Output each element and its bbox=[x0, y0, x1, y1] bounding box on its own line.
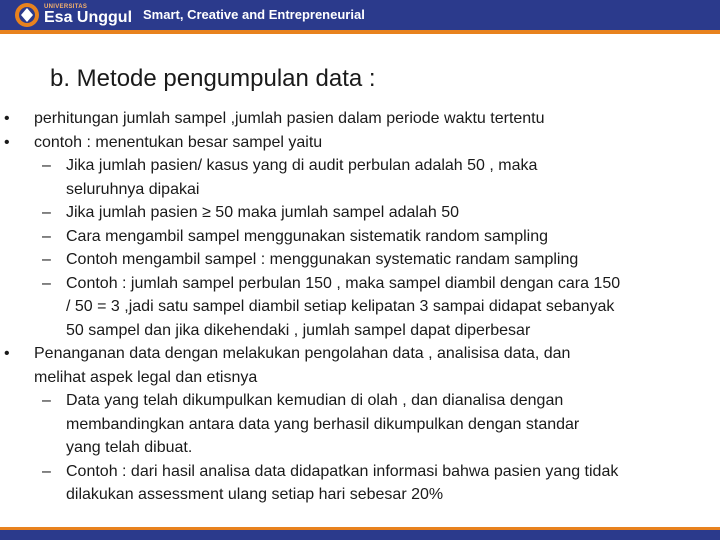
slide-body bbox=[0, 107, 710, 507]
sub-bullet-item bbox=[0, 460, 710, 507]
bullet-icon: • bbox=[4, 345, 10, 362]
sub-bullet-item bbox=[0, 389, 710, 460]
sub-bullet-item bbox=[0, 272, 710, 343]
logo-small-text: UNIVERSITAS bbox=[44, 4, 88, 10]
bullet-item bbox=[0, 342, 710, 389]
bullet-text-line: perhitungan jumlah sampel ,jumlah pasien dalam periode waktu tertentu bbox=[34, 110, 545, 127]
dash-icon: – bbox=[42, 274, 51, 292]
bullet-text-line: Data yang telah dikumpulkan kemudian di olah , dan dianalisa dengan bbox=[66, 392, 564, 409]
university-logo bbox=[14, 2, 133, 28]
bullet-icon: • bbox=[4, 133, 10, 151]
bullet-item bbox=[0, 107, 710, 131]
sub-bullet-item bbox=[0, 248, 710, 272]
bullet-text-line: Jika jumlah pasien ≥ 50 maka jumlah sampel adalah 50 bbox=[66, 204, 459, 221]
dash-icon: – bbox=[42, 157, 51, 174]
bullet-text-line: contoh : menentukan besar sampel yaitu bbox=[34, 133, 323, 151]
bullet-text-line: dilakukan assessment ulang setiap hari sebesar 20% bbox=[66, 486, 444, 503]
dash-icon: – bbox=[42, 392, 51, 409]
bullet-icon: • bbox=[4, 110, 10, 127]
bullet-text-line: seluruhnya dipakai bbox=[66, 180, 200, 198]
sub-bullet-item bbox=[0, 154, 710, 201]
bullet-item bbox=[0, 131, 710, 155]
logo-name: Esa Unggul bbox=[44, 9, 133, 26]
sub-bullet-item bbox=[0, 225, 710, 249]
bullet-text-line: Penanganan data dengan melakukan pengolahan data , analisisa data, dan bbox=[34, 345, 571, 362]
bullet-text-line: 50 sampel dan jika dikehendaki , jumlah sampel dapat diperbesar bbox=[66, 321, 531, 339]
bullet-text-line: Contoh mengambil sampel : menggunakan systematic randam sampling bbox=[66, 251, 579, 268]
bullet-text-line: Jika jumlah pasien/ kasus yang di audit perbulan adalah 50 , maka bbox=[66, 157, 538, 174]
dash-icon: – bbox=[42, 204, 51, 221]
header-bar bbox=[0, 0, 720, 30]
tagline: Smart, Creative and Entrepreneurial bbox=[143, 7, 365, 22]
bullet-text-line: yang telah dibuat. bbox=[66, 439, 193, 456]
bullet-text-line: melihat aspek legal dan etisnya bbox=[34, 368, 258, 386]
slide-title: b. Metode pengumpulan data : bbox=[50, 65, 376, 92]
dash-icon: – bbox=[42, 462, 51, 480]
dash-icon: – bbox=[42, 227, 51, 245]
bullet-text-line: Contoh : dari hasil analisa data didapatkan informasi bahwa pasien yang tidak bbox=[66, 462, 619, 480]
bullet-text-line: membandingkan antara data yang berhasil dikumpulkan dengan standar bbox=[66, 415, 580, 433]
logo-emblem-icon bbox=[14, 2, 40, 28]
footer-bar bbox=[0, 530, 720, 540]
bullet-text-line: Contoh : jumlah sampel perbulan 150 , maka sampel diambil dengan cara 150 bbox=[66, 274, 621, 292]
bullet-text-line: Cara mengambil sampel menggunakan sistematik random sampling bbox=[66, 227, 549, 245]
header-accent-stripe bbox=[0, 30, 720, 34]
bullet-text-line: / 50 = 3 ,jadi satu sampel diambil setiap kelipatan 3 sampai didapat sebanyak bbox=[66, 298, 615, 315]
dash-icon: – bbox=[42, 251, 51, 268]
sub-bullet-item bbox=[0, 201, 710, 225]
